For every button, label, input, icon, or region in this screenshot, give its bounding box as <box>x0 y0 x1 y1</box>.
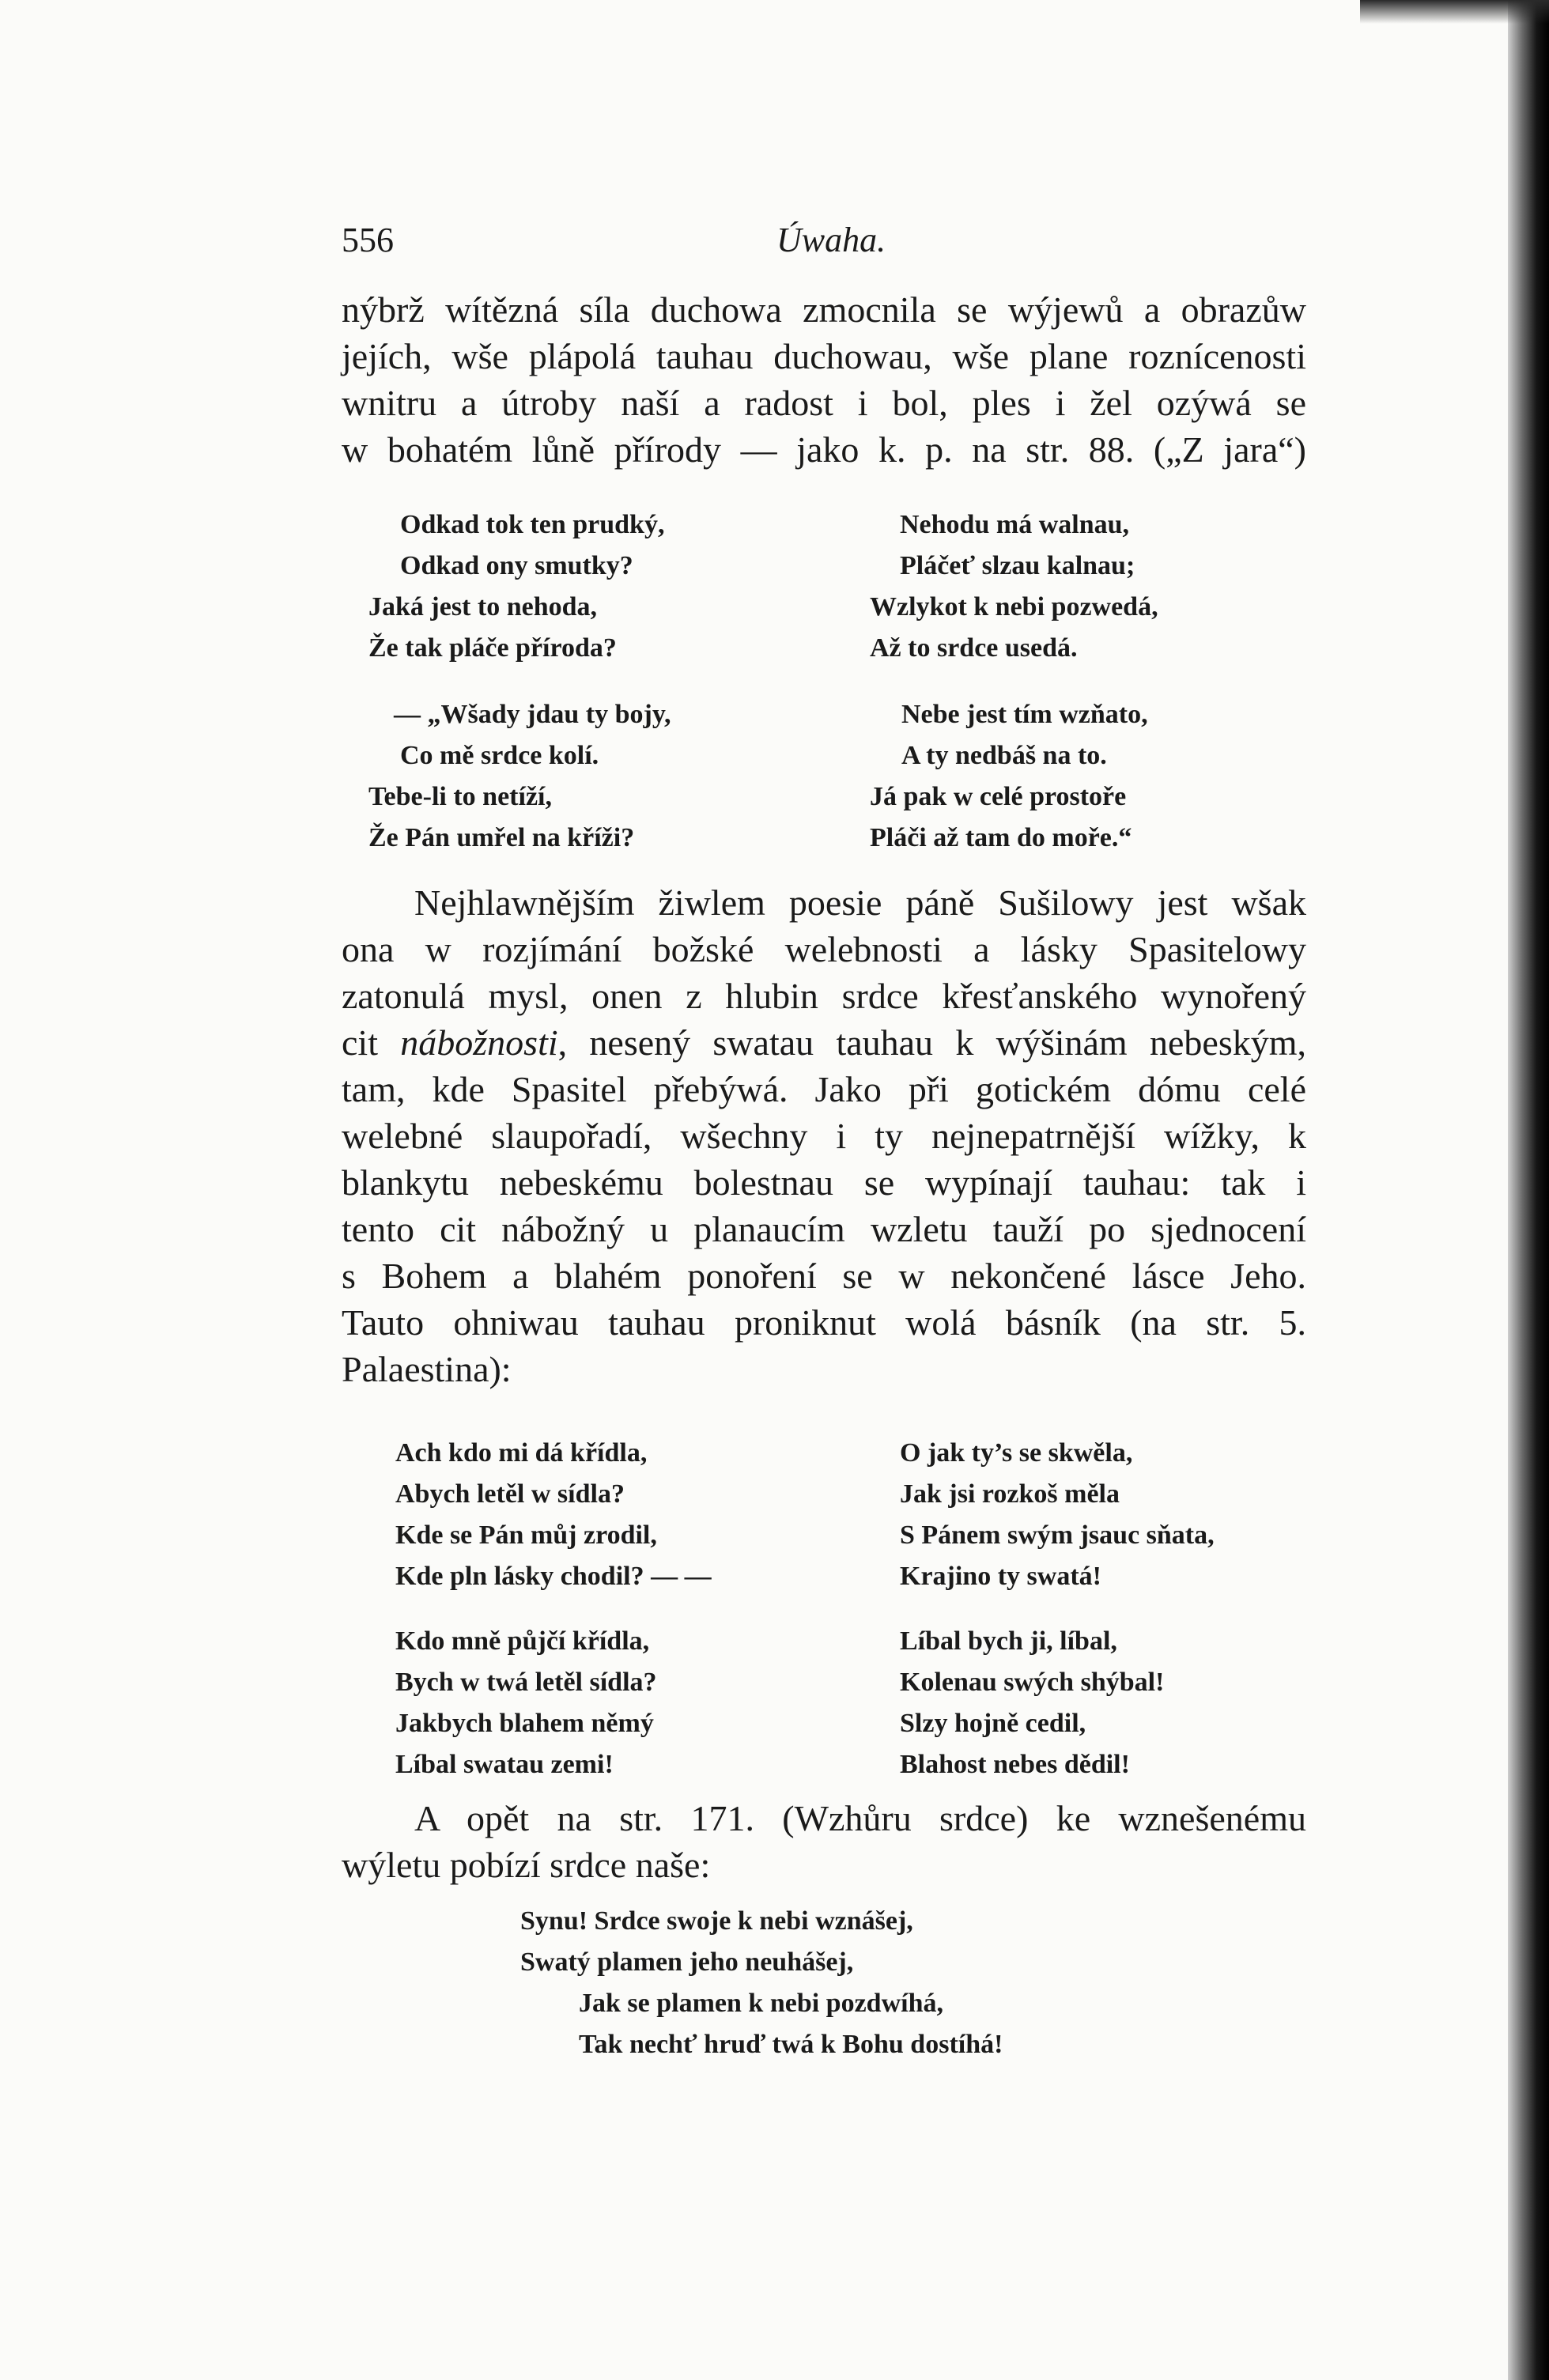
verse-line: Odkad ony smutky? <box>400 551 633 580</box>
verse-line: Že tak pláče příroda? <box>368 633 617 663</box>
emphasized-word: nábožnosti <box>400 1022 558 1063</box>
text-line: blankytu nebeskému bolestnau se wypínají tauhau: tak i <box>342 1162 1306 1203</box>
verse-line: Jaká jest to nehoda, <box>368 592 598 621</box>
text-line: tento cit nábožný u planaucím wzletu tauží po sjednocení <box>342 1209 1306 1249</box>
verse-line: Ach kdo mi dá křídla, <box>395 1438 648 1468</box>
paragraph-2 <box>342 879 1306 1392</box>
verse-line: Pláči až tam do moře.“ <box>870 823 1132 852</box>
poem2-left-stanza2 <box>395 1621 657 1785</box>
page-header <box>342 212 1306 259</box>
text-line: Palaestina): <box>342 1349 512 1389</box>
poem2-right-stanza2 <box>900 1621 1164 1785</box>
paragraph-1 <box>342 286 1306 473</box>
text-line: A opět na str. 171. (Wzhůru srdce) ke wznešenému <box>414 1798 1306 1838</box>
page-number: 556 <box>342 221 394 259</box>
text-line: zatonulá mysl, onen z hlubin srdce křesťanského wynořený <box>342 976 1306 1016</box>
verse-line: Bych w twá letěl sídla? <box>395 1668 657 1697</box>
text-line: wnitru a útroby naší a radost i bol, ples i žel ozýwá se <box>342 383 1306 423</box>
verse-line: Pláčeť slzau kalnau; <box>900 551 1135 580</box>
poem1-right-stanza1 <box>870 504 1158 669</box>
poem1-right-stanza2 <box>870 694 1148 859</box>
text-line: jejích, wše plápolá tauhau duchowau, wše plane roznícenosti <box>342 336 1306 376</box>
verse-line: Odkad tok ten prudký, <box>400 510 665 539</box>
verse-line: Nebe jest tím wzňato, <box>901 700 1148 729</box>
verse-line: Co mě srdce kolí. <box>400 741 599 770</box>
verse-line: Tebe-li to netíží, <box>368 782 552 811</box>
running-title: Úwaha. <box>776 221 886 259</box>
verse-line: Abych letěl w sídla? <box>395 1479 625 1509</box>
poem1-left-stanza2 <box>368 694 671 859</box>
text-line: welebné slaupořadí, wšechny i ty nejnepatrnější wížky, k <box>342 1116 1306 1156</box>
verse-line: Líbal bych ji, líbal, <box>900 1626 1117 1656</box>
verse-line: Kde se Pán můj zrodil, <box>395 1521 657 1550</box>
poem3 <box>520 1901 1003 2065</box>
text-line: wýletu pobízí srdce naše: <box>342 1845 711 1885</box>
verse-line: Swatý plamen jeho neuhášej, <box>520 1947 854 1977</box>
verse-line: O jak ty’s se skwěla, <box>900 1438 1133 1468</box>
poem2-right-stanza1 <box>900 1433 1215 1597</box>
text-line: nýbrž wítězná síla duchowa zmocnila se wýjewů a obrazůw <box>342 289 1306 330</box>
verse-line: Kolenau swých shýbal! <box>900 1668 1165 1697</box>
verse-line: Jakbych blahem němý <box>395 1709 654 1738</box>
text-line: Tauto ohniwau tauhau proniknut wolá básník (na str. 5. <box>342 1302 1306 1343</box>
verse-line: Synu! Srdce swoje k nebi wznášej, <box>520 1906 913 1936</box>
verse-line: Jak se plamen k nebi pozdwíhá, <box>579 1989 943 2018</box>
verse-line: Wzlykot k nebi pozwedá, <box>870 592 1158 621</box>
paragraph-3 <box>342 1795 1306 1888</box>
verse-line: Že Pán umřel na kříži? <box>368 823 635 852</box>
poem1-left-stanza1 <box>368 504 665 669</box>
verse-line: Kdo mně půjčí křídla, <box>395 1626 650 1656</box>
verse-line: A ty nedbáš na to. <box>901 741 1107 770</box>
scan-edge-top <box>1360 0 1549 24</box>
verse-line: Já pak w celé prostoře <box>870 782 1127 811</box>
text-line: tam, kde Spasitel přebýwá. Jako při gotickém dómu celé <box>342 1069 1306 1109</box>
verse-line: Slzy hojně cedil, <box>900 1709 1086 1738</box>
verse-line: S Pánem swým jsauc sňata, <box>900 1521 1215 1550</box>
poem2-left-stanza1 <box>395 1433 712 1597</box>
verse-line: Líbal swatau zemi! <box>395 1750 614 1779</box>
verse-line: Tak nechť hruď twá k Bohu dostíhá! <box>579 2030 1003 2059</box>
verse-line: Nehodu má walnau, <box>900 510 1130 539</box>
text-line: Nejhlawnějším žiwlem poesie páně Sušilowy jest wšak <box>414 882 1306 923</box>
verse-line: Kde pln lásky chodil? — — <box>395 1562 712 1591</box>
verse-line: Blahost nebes dědil! <box>900 1750 1130 1779</box>
text-line: s Bohem a blahém ponoření se w nekončené lásce Jeho. <box>342 1256 1306 1296</box>
verse-line: — „Wšady jdau ty bojy, <box>394 700 671 729</box>
text-line: ona w rozjímání božské welebnosti a lásky Spasitelowy <box>342 929 1306 969</box>
verse-line: Krajino ty swatá! <box>900 1562 1101 1591</box>
scan-edge-shadow <box>1508 0 1549 2380</box>
verse-line: Jak jsi rozkoš měla <box>900 1479 1120 1509</box>
text-line-with-emphasis: cit nábožnosti, nesený swatau tauhau k wýšinám nebeským, <box>342 1022 1307 1063</box>
verse-line: Až to srdce usedá. <box>870 633 1078 663</box>
text-line: w bohatém lůně přírody — jako k. p. na str. 88. („Z jara“) <box>342 429 1306 470</box>
